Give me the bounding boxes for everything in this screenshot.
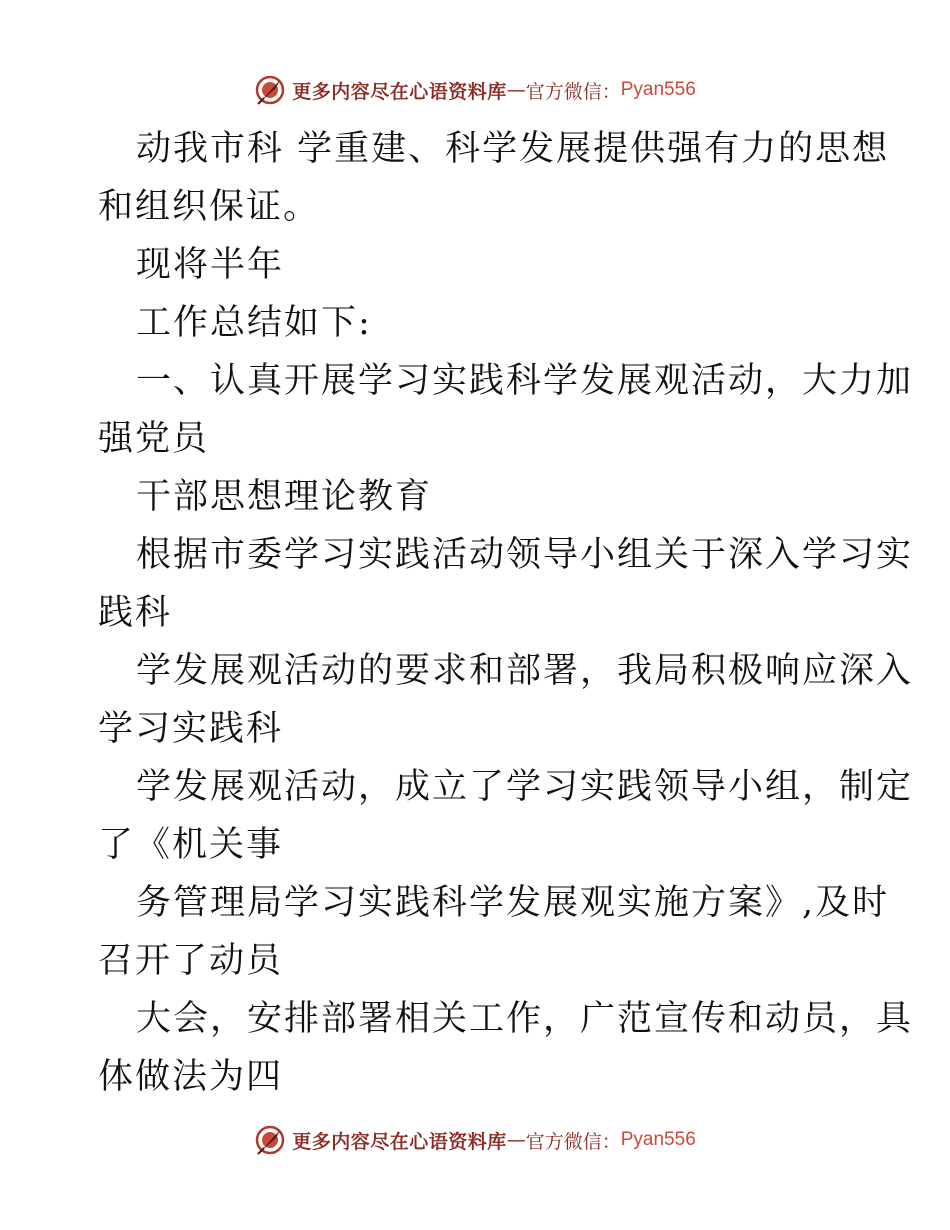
text-line: 大会，安排部署相关工作，广范宣传和动员，具 [136,999,914,1039]
banner-wechat-id: Pyan556 [620,79,696,100]
text-line: 学发展观活动，成立了学习实践领导小组，制定 [136,767,914,807]
banner-separator: — [506,1129,526,1151]
footer-watermark-banner [0,1120,950,1160]
text-line: 动我市科 学重建、科学发展提供强有力的思想 [136,129,890,169]
header-watermark-banner [0,70,950,110]
text-line: 学发展观活动的要求和部署，我局积极响应深入 [136,651,914,691]
text-line: 践科 [98,593,173,633]
document-body [98,120,914,1106]
text-line: 工作总结如下: [136,303,372,343]
text-line: 了《机关事 [98,825,284,865]
text-line: 体做法为四 [98,1057,284,1097]
text-line: 一、认真开展学习实践科学发展观活动，大力加 [136,361,914,401]
text-line: 学习实践科 [98,709,284,749]
banner-main-text: 更多内容尽在心语资料库 [292,80,507,103]
quill-pen-logo-icon [254,74,286,106]
quill-pen-logo-icon [254,1124,286,1156]
banner-wechat-id: Pyan556 [620,1129,696,1150]
banner-main-text: 更多内容尽在心语资料库 [292,1130,507,1153]
text-line: 务管理局学习实践科学发展观实施方案》,及时 [136,883,890,923]
banner-separator: — [506,79,526,101]
text-line: 召开了动员 [98,941,284,981]
banner-wechat-label: 官方微信： [525,80,621,103]
text-line: 根据市委学习实践活动领导小组关于深入学习实 [136,535,914,575]
text-line: 强党员 [98,419,210,459]
text-line: 现将半年 [136,245,285,285]
text-line: 干部思想理论教育 [136,477,433,517]
text-line: 和组织保证。 [98,187,321,227]
banner-wechat-label: 官方微信： [525,1130,621,1153]
